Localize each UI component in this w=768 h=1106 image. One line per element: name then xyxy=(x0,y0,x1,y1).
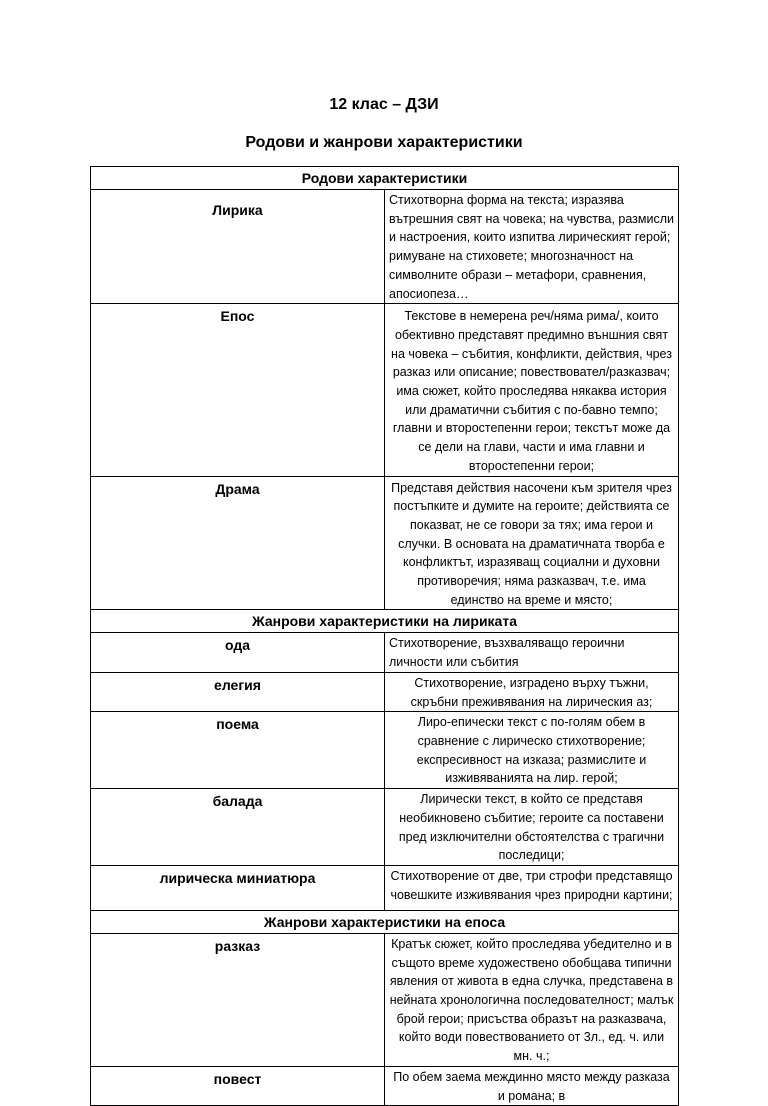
term-name: елегия xyxy=(91,672,385,711)
table-row xyxy=(91,672,679,711)
term-description: Стихотворение, изградено върху тъжни, скръбни преживявания на лирическия аз; xyxy=(385,672,679,711)
term-name: повест xyxy=(91,1066,385,1105)
term-description: Стихотворна форма на текста; изразява вътрешния свят на човека; на чувства, размисли и настроения, които изпитва лирическият герой; римуване на стиховете; многозначност на символните образи – метафори, сравнения, апосиопеза… xyxy=(385,190,679,304)
table-row xyxy=(91,476,679,610)
table-row xyxy=(91,789,679,866)
table-row xyxy=(91,633,679,672)
term-name: разказ xyxy=(91,933,385,1066)
section-header-row xyxy=(91,610,679,633)
term-name: поема xyxy=(91,712,385,789)
table-row xyxy=(91,865,679,910)
section-header-row xyxy=(91,910,679,933)
term-name: балада xyxy=(91,789,385,866)
term-description: Лиро-епически текст с по-голям обем в сравнение с лирическо стихотворение; експресивност на изказа; размислите и изживяванията на лир. герой; xyxy=(385,712,679,789)
section-heading: Жанрови характеристики на лириката xyxy=(91,610,679,633)
term-name: Епос xyxy=(91,304,385,476)
term-description: Стихотворение от две, три строфи представящо човешките изживявания чрез природни картини; xyxy=(385,865,679,910)
section-heading: Родови характеристики xyxy=(91,167,679,190)
term-description: По обем заема междинно място между разказа и романа; в xyxy=(385,1066,679,1105)
term-description: Текстове в немерена реч/няма рима/, които обективно представят предимно външния свят на човека – събития, конфликти, действия, чрез разказ или описание; повествовател/разказвач; има сюжет, който проследява някаква история или драматични събития с по-бавно темпо; главни и второстепенни герои; текстът може да се дели на глави, части и има главни и второстепенни герои; xyxy=(385,304,679,476)
section-header-row xyxy=(91,167,679,190)
table-row xyxy=(91,304,679,476)
table-row xyxy=(91,190,679,304)
term-name: ода xyxy=(91,633,385,672)
term-description: Стихотворение, възхваляващо героични личности или събития xyxy=(385,633,679,672)
characteristics-table xyxy=(90,166,679,1106)
table-row xyxy=(91,712,679,789)
document-subtitle: Родови и жанрови характеристики xyxy=(245,134,523,151)
term-name: лирическа миниатюра xyxy=(91,865,385,910)
document-title: 12 клас – ДЗИ xyxy=(329,96,439,113)
term-name: Лирика xyxy=(91,190,385,304)
term-description: Кратък сюжет, който проследява убедително и в същото време художествено обобщава типични явления от живота в една случка, представена в нейната хронологична последователност; малък брой герои; присъства образът на разказвача, който води повествованието от 3л., ед. ч. или мн. ч.; xyxy=(385,933,679,1066)
table-row xyxy=(91,1066,679,1105)
term-description: Представя действия насочени към зрителя чрез постъпките и думите на героите; действията се показват, не се говори за тях; има герои и случки. В основата на драматичната творба е конфликтът, изразяващ социални и духовни противоречия; няма разказвач, т.е. има единство на време и място; xyxy=(385,476,679,610)
section-heading: Жанрови характеристики на епоса xyxy=(91,910,679,933)
table-row xyxy=(91,933,679,1066)
term-description: Лирически текст, в който се представя необикновено събитие; героите са поставени пред изключителни обстоятелства с трагични последици; xyxy=(385,789,679,866)
term-name: Драма xyxy=(91,476,385,610)
